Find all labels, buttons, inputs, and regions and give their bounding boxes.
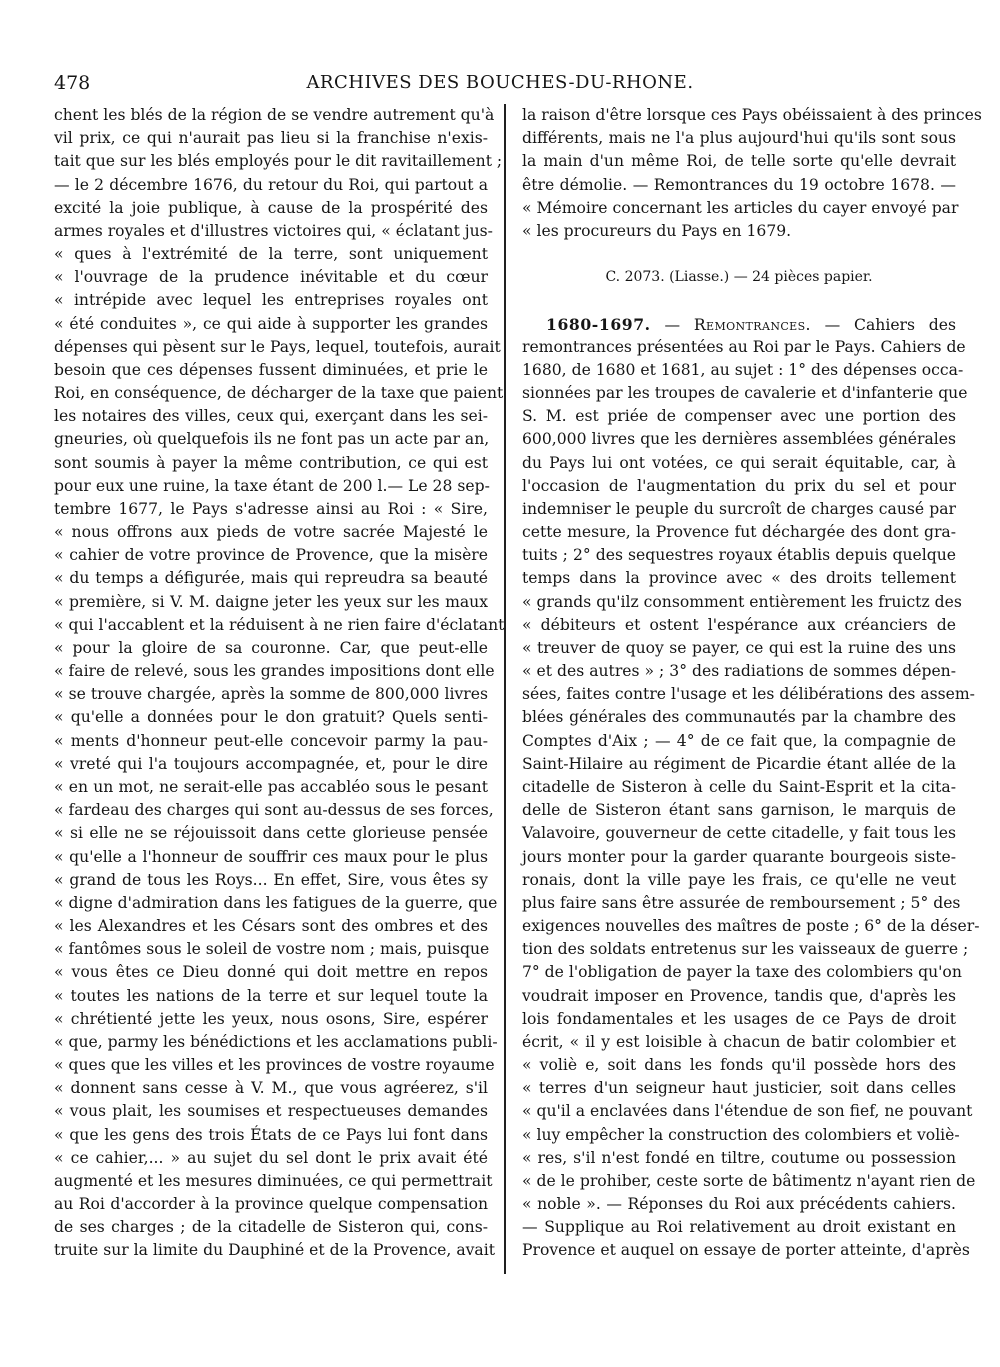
text-line: au Roi d'accorder à la province quelque compensation	[54, 1195, 488, 1214]
entry-dash: —	[650, 315, 694, 334]
text-line: « noble ». — Réponses du Roi aux précédents cahiers.	[522, 1195, 956, 1214]
text-line: « été conduites », ce qui aide à supporter les grandes	[54, 314, 488, 333]
text-line: « débiteurs et ostent l'espérance aux créanciers de	[522, 615, 956, 634]
text-line: 600,000 livres que les dernières assemblées générales	[522, 430, 956, 449]
entry-date: 1680-1697.	[546, 314, 651, 334]
text-line: la main d'un même Roi, de telle sorte qu'elle devrait	[522, 152, 956, 171]
text-line: tuits ; 2° des sequestres royaux établis depuis quelque	[522, 546, 956, 565]
text-line: Roi, en conséquence, de décharger de la taxe que paient	[54, 384, 504, 403]
text-line: S. M. est priée de compenser avec une portion des	[522, 407, 956, 426]
text-line: « que les gens des trois États de ce Pays lui font dans	[54, 1125, 488, 1144]
text-line: « fantômes sous le soleil de vostre nom ; mais, puisque	[54, 940, 490, 959]
text-line: « donnent sans cesse à V. M., que vous agréerez, s'il	[54, 1079, 488, 1098]
text-line: « ques à l'extrémité de la terre, sont uniquement	[54, 245, 488, 264]
text-line: « res, s'il n'est fondé en tiltre, coutume ou possession	[522, 1148, 956, 1167]
text-line: « toutes les nations de la terre et sur lequel toute la	[54, 986, 488, 1005]
continued-entry-text	[522, 104, 982, 243]
text-line: — Supplique au Roi relativement au droit existant en	[522, 1218, 956, 1237]
text-line: « les Alexandres et les Césars sont des ombres et des	[54, 917, 488, 936]
spacer	[522, 243, 956, 266]
text-line: « terres d'un seigneur haut justicier, soit dans celles	[522, 1079, 956, 1098]
text-line: du Pays lui ont votées, ce qui serait équitable, car, à	[522, 453, 956, 472]
text-line: « luy empêcher la construction des colombiers et voliè-	[522, 1125, 960, 1144]
text-line: augmenté et les mesures diminuées, ce qui permettrait	[54, 1171, 493, 1190]
text-line: les notaires des villes, ceux qui, exerçant dans les sei-	[54, 407, 488, 426]
text-line: « grand de tous les Roys... En effet, Sire, vous êtes sy	[54, 870, 488, 889]
text-line: « fardeau des charges qui sont au-dessus de ses forces,	[54, 801, 494, 820]
text-line: citadelle de Sisteron à celle du Saint-Esprit et la cita-	[522, 777, 956, 796]
text-line: « vous plait, les soumises et respectueuses demandes	[54, 1102, 488, 1121]
text-line: pour eux une ruine, la taxe étant de 200 l.— Le 28 sep-	[54, 476, 490, 495]
text-line: 7° de l'obligation de payer la taxe des colombiers qu'on	[522, 963, 962, 982]
text-line: « du temps a défigurée, mais qui repreudra sa beauté	[54, 569, 488, 588]
spacer	[522, 289, 956, 312]
entry-title: Remontrances.	[693, 315, 811, 334]
text-line: voudrait imposer en Provence, tandis que, d'après les	[522, 986, 956, 1005]
text-line: « qu'il a enclavées dans l'étendue de son fief, ne pouvant	[522, 1102, 973, 1121]
running-title: ARCHIVES DES BOUCHES-DU-RHONE.	[306, 72, 694, 93]
text-line: gneuries, où quelquefois ils ne font pas un acte par an,	[54, 430, 490, 449]
text-line: « et des autres » ; 3° des radiations de sommes dépen-	[522, 662, 956, 681]
text-line: « les procureurs du Pays en 1679.	[522, 221, 792, 240]
text-line: « voliè e, soit dans les fonds qu'il possède hors des	[522, 1056, 956, 1075]
text-line: être démolie. — Remontrances du 19 octobre 1678. —	[522, 175, 956, 194]
text-line: « cahier de votre province de Provence, que la misère	[54, 546, 488, 565]
text-line: « nous offrons aux pieds de votre sacrée Majesté le	[54, 523, 488, 542]
text-line: 1680, de 1680 et 1681, au sujet : 1° des dépenses occa-	[522, 360, 964, 379]
text-line: « vreté qui l'a toujours accompagnée, et, pour le dire	[54, 754, 488, 773]
text-line: exigences nouvelles des maîtres de poste ; 6° de la déser-	[522, 917, 980, 936]
text-line: truite sur la limite du Dauphiné et de la Provence, avait	[54, 1241, 495, 1260]
text-line: tait que sur les blés employés pour le dit ravitaillement ;	[54, 152, 503, 171]
text-line: « ments d'honneur peut-elle concevoir parmy la pau-	[54, 731, 488, 750]
text-line: blées générales des communautés par la chambre des	[522, 708, 956, 727]
text-line: « première, si V. M. daigne jeter les yeux sur les maux	[54, 592, 488, 611]
text-line: armes royales et d'illustres victoires qui, « éclatant jus-	[54, 221, 493, 240]
text-line: « grands qu'ilz consomment entièrement les fruictz des	[522, 592, 962, 611]
page-number: 478	[54, 72, 91, 94]
text-line: « l'ouvrage de la prudence inévitable et du cœur	[54, 268, 488, 287]
text-line: « qu'elle a données pour le don gratuit? Quels senti-	[54, 708, 488, 727]
text-line: écrit, « il y est loisible à chacun de batir colombier et	[522, 1032, 956, 1051]
archive-cote: C. 2073. (Liasse.) — 24 pièces papier.	[605, 269, 873, 286]
text-line: tembre 1677, le Pays s'adresse ainsi au Roi : « Sire,	[54, 499, 488, 518]
text-line: vil prix, ce qui n'aurait pas lieu si la franchise n'exis-	[54, 129, 488, 148]
text-line: « digne d'admiration dans les fatigues de la guerre, que	[54, 893, 498, 912]
text-line: l'occasion de l'augmentation du prix du sel et pour	[522, 476, 956, 495]
text-line: « vous êtes ce Dieu donné qui doit mettre en repos	[54, 963, 488, 982]
text-line: lois fondamentales et les usages de ce Pays de droit	[522, 1009, 956, 1028]
left-column	[54, 104, 505, 1263]
text-line: dépenses qui pèsent sur le Pays, lequel, toutefois, aurait	[54, 337, 501, 356]
text-line: « en un mot, ne serait-elle pas accabléo sous le pesant	[54, 777, 488, 796]
text-line: indemniser le peuple du surcroît de charges causé par	[522, 499, 956, 518]
text-line: cette mesure, la Provence fut déchargée des dont gra-	[522, 523, 956, 542]
text-line: Valavoire, gouverneur de cette citadelle, y fait tous les	[522, 824, 956, 843]
text-line: besoin que ces dépenses fussent diminuées, et prie le	[54, 360, 488, 379]
page-header	[0, 72, 1000, 102]
text-line: « que, parmy les bénédictions et les acclamations publi-	[54, 1032, 498, 1051]
text-line: tion des soldats entretenus sur les vaisseaux de guerre ;	[522, 940, 969, 959]
text-line: « intrépide avec lequel les entreprises royales ont	[54, 291, 488, 310]
text-line: « si elle ne se réjouissoit dans cette glorieuse pensée	[54, 824, 488, 843]
text-line: « de le prohiber, ceste sorte de bâtimentz n'ayant rien de	[522, 1171, 976, 1190]
entry-heading-line	[522, 313, 956, 336]
text-line: « se trouve chargée, après la somme de 800,000 livres	[54, 685, 488, 704]
column-divider	[504, 104, 506, 1274]
text-line: remontrances présentées au Roi par le Pays. Cahiers de	[522, 337, 966, 356]
text-line: « ques que les villes et les provinces de vostre royaume	[54, 1056, 495, 1075]
text-line: Provence et auquel on essaye de porter atteinte, d'après	[522, 1241, 970, 1260]
text-line: la raison d'être lorsque ces Pays obéissaient à des princes	[522, 106, 982, 124]
text-line: de ses charges ; de la citadelle de Sisteron qui, cons-	[54, 1218, 488, 1237]
text-line: chent les blés de la région de se vendre autrement qu'à	[54, 106, 495, 124]
text-line: jours monter pour la garder quarante bourgeois siste-	[522, 847, 956, 866]
text-line: temps dans la province avec « des droits tellement	[522, 569, 956, 588]
text-line: « qu'elle a l'honneur de souffrir ces maux pour le plus	[54, 847, 488, 866]
entry-heading-rest: — Cahiers des	[810, 315, 956, 334]
text-line: « qui l'accablent et la réduisent à ne rien faire d'éclatant	[54, 615, 505, 634]
text-line: « Mémoire concernant les articles du cayer envoyé par	[522, 198, 959, 217]
text-line: excité la joie publique, à cause de la prospérité des	[54, 198, 488, 217]
text-line: sées, faites contre l'usage et les délibérations des assem-	[522, 685, 975, 704]
text-line: delle de Sisteron étant sans garnison, le marquis de	[522, 801, 956, 820]
text-line: différents, mais ne l'a plus aujourd'hui qu'ils sont sous	[522, 129, 956, 148]
text-line: sionnées par les troupes de cavalerie et d'infanterie que	[522, 384, 968, 403]
text-line: « pour la gloire de sa couronne. Car, que peut-elle	[54, 638, 488, 657]
text-line: plus faire sans être assurée de remboursement ; 5° des	[522, 893, 961, 912]
text-line: Comptes d'Aix ; — 4° de ce fait que, la compagnie de	[522, 731, 956, 750]
text-line: « treuver de quoy se payer, ce qui est la ruine des uns	[522, 638, 956, 657]
text-line: ronais, dont la ville paye les frais, ce qu'elle ne veut	[522, 870, 956, 889]
text-line: « faire de relevé, sous les grandes impositions dont elle	[54, 662, 495, 681]
entry-body-text	[522, 336, 980, 1263]
text-line: Saint-Hilaire au régiment de Picardie étant allée de la	[522, 754, 956, 773]
right-column	[522, 104, 982, 1263]
text-line: « ce cahier,... » au sujet du sel dont le prix avait été	[54, 1148, 488, 1167]
text-line: — le 2 décembre 1676, du retour du Roi, qui partout a	[54, 175, 488, 194]
text-line: « chrétienté jette les yeux, nous osons, Sire, espérer	[54, 1009, 488, 1028]
text-line: sont soumis à payer la même contribution, ce qui est	[54, 453, 488, 472]
